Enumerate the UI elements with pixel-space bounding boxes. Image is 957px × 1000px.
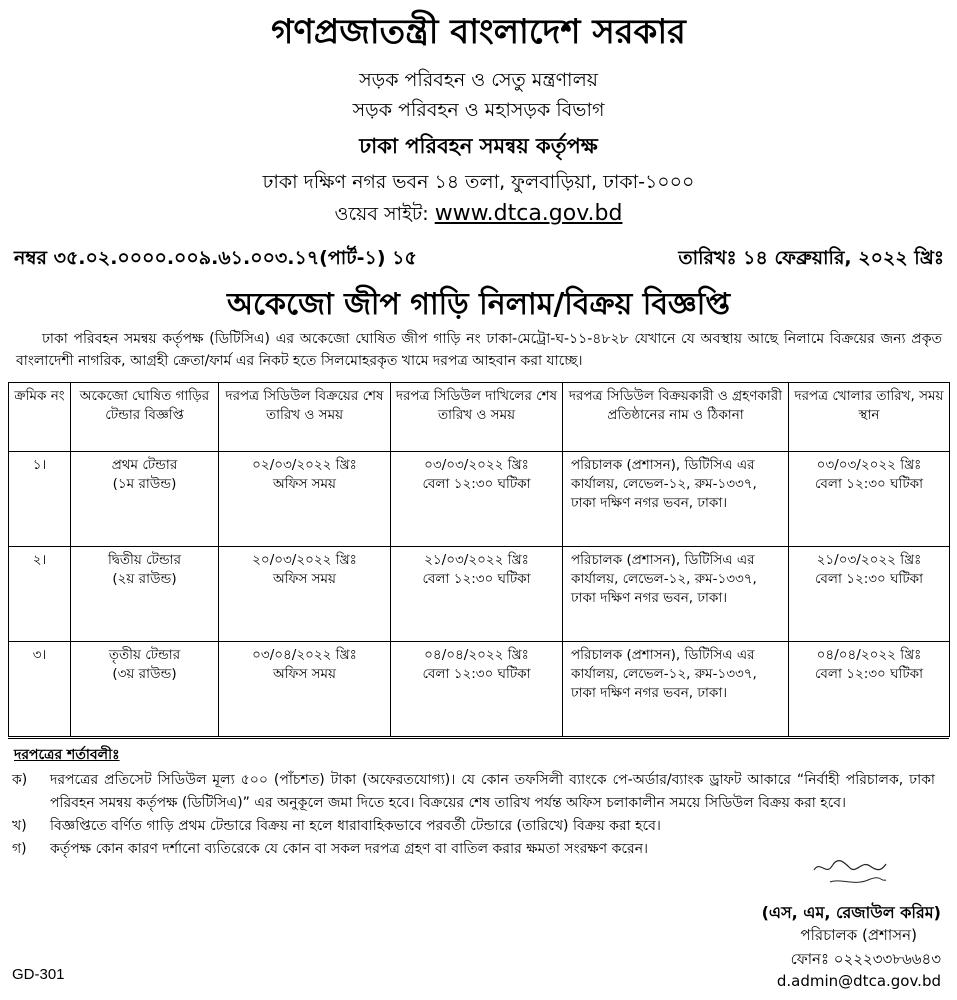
sale-deadline-cell (219, 547, 391, 642)
office-address-cell: পরিচালক (প্রশাসন), ডিটিসিএ এর কার্যালয়, লেভেল-১২, রুম-১৩৩৭, ঢাকা দক্ষিণ নগর ভবন, ঢাকা। (563, 547, 789, 642)
term-marker: ক) (12, 772, 28, 788)
table-row (9, 452, 950, 547)
submit-date: ২১/০৩/২০২২ খ্রিঃ (424, 552, 529, 568)
submit-time: বেলা ১২:৩০ ঘটিকা (422, 666, 531, 682)
open-time: বেলা ১২:৩০ ঘটিকা (814, 666, 924, 682)
serial-cell: ২। (9, 547, 71, 642)
intro-paragraph: ঢাকা পরিবহন সমন্বয় কর্তৃপক্ষ (ডিটিসিএ) এর অকেজো ঘোষিত জীপ গাড়ি নং ঢাকা-মেট্রো-ঘ-১১-৪৮২৮ যেখানে যে অবস্থায় আছে নিলামে বিক্রয়ের জন্য প্রকৃত বাংলাদেশী নাগরিক, আগ্রহী ক্রেতা/ফার্ম এর নিকট হতে সিলমোহরকৃত খামে দরপত্র আহবান করা যাচ্ছে। (16, 331, 942, 369)
term-text: কর্তৃপক্ষ কোন কারণ দর্শানো ব্যতিরেকে যে কোন বা সকল দরপত্র গ্রহণ বা বাতিল করার ক্ষমতা সংরক্ষণ করেন। (50, 841, 649, 857)
term-item (8, 769, 949, 815)
notice-title: অকেজো জীপ গাড়ি নিলাম/বিক্রয় বিজ্ঞপ্তি (227, 287, 730, 322)
term-text: বিজ্ঞপ্তিতে বর্ণিত গাড়ি প্রথম টেন্ডারে বিক্রয় না হলে ধারাবাহিকভাবে পরবর্তী টেন্ডারে (তারিখে) বিক্রয় করা হবে। (50, 818, 661, 834)
col-header-serial: ক্রমিক নং (9, 383, 71, 452)
term-text: দরপত্রের প্রতিসেট সিডিউল মূল্য ৫০০ (পাঁচশত) টাকা (অফেরতযোগ্য)। যে কোন তফসিলী ব্যাংকে পে-অর্ডার/ব্যাংক ড্রাফট আকারে “নির্বাহী পরিচালক, ঢাকা পরিবহন সমন্বয় কর্তৃপক্ষ (ডিটিসিএ)” এর অনুকূলে জমা দিতে হবে। বিক্রয়ের শেষ তারিখ পর্যন্ত অফিস চলাকালীন সময়ে সিডিউল বিক্রয় করা হবে। (50, 772, 935, 811)
website-label: ওয়েব সাইট: (334, 203, 429, 225)
tender-round: (১ম রাউন্ড) (112, 476, 177, 492)
tender-name: দ্বিতীয় টেন্ডার (107, 552, 182, 568)
submit-deadline-cell (391, 642, 563, 737)
submit-deadline-cell (391, 547, 563, 642)
serial-cell: ১। (9, 452, 71, 547)
sale-date: ০৩/০৪/২০২২ খ্রিঃ (252, 647, 357, 663)
sale-time: অফিস সময় (273, 476, 336, 492)
sale-time: অফিস সময় (273, 666, 336, 682)
tender-name: প্রথম টেন্ডার (111, 457, 178, 473)
open-time: বেলা ১২:৩০ ঘটিকা (814, 571, 924, 587)
sale-deadline-cell (219, 452, 391, 547)
government-title: গণপ্রজাতন্ত্রী বাংলাদেশ সরকার (271, 12, 686, 52)
sale-date: ২০/০৩/২০২২ খ্রিঃ (252, 552, 357, 568)
serial-cell: ৩। (9, 642, 71, 737)
table-header-row (9, 383, 950, 452)
table-row (9, 547, 950, 642)
office-address-cell: পরিচালক (প্রশাসন), ডিটিসিএ এর কার্যালয়, লেভেল-১২, রুম-১৩৩৭, ঢাকা দক্ষিণ নগর ভবন, ঢাকা। (563, 642, 789, 737)
terms-section (8, 738, 949, 861)
signatory-email[interactable]: d.admin@dtca.gov.bd (776, 972, 941, 990)
reference-row (14, 244, 944, 276)
term-marker: গ) (12, 841, 27, 857)
memo-date: তারিখঃ ১৪ ফেব্রুয়ারি, ২০২২ খ্রিঃ (678, 247, 944, 269)
sale-time: অফিস সময় (273, 571, 336, 587)
term-item (8, 815, 949, 838)
col-header-submit-deadline: দরপত্র সিডিউল দাখিলের শেষ তারিখ ও সময় (391, 383, 563, 452)
opening-cell (789, 547, 950, 642)
website-link[interactable]: www.dtca.gov.bd (434, 201, 623, 226)
submit-date: ০৪/০৪/২০২২ খ্রিঃ (424, 647, 529, 663)
open-date: ০৩/০৩/২০২২ খ্রিঃ (816, 457, 922, 473)
sale-date: ০২/০৩/২০২২ খ্রিঃ (252, 457, 357, 473)
opening-cell (789, 642, 950, 737)
signatory-phone: ফোনঃ ০২২২৩৩৮৬৬৪৩ (790, 950, 941, 968)
tender-cell (71, 452, 219, 547)
table-row (9, 642, 950, 737)
col-header-tender: অকেজো ঘোষিত গাড়ির টেন্ডার বিজ্ঞপ্তি (71, 383, 219, 452)
col-header-sale-deadline: দরপত্র সিডিউল বিক্রয়ের শেষ তারিখ ও সময় (219, 383, 391, 452)
office-address-cell: পরিচালক (প্রশাসন), ডিটিসিএ এর কার্যালয়, লেভেল-১২, রুম-১৩৩৭, ঢাকা দক্ষিণ নগর ভবন, ঢাকা। (563, 452, 789, 547)
term-marker: খ) (12, 818, 27, 834)
ministry-name: সড়ক পরিবহন ও সেতু মন্ত্রণালয় (359, 69, 598, 91)
signatory-name: (এস, এম, রেজাউল করিম) (761, 903, 941, 922)
tender-round: (২য় রাউন্ড) (112, 571, 177, 587)
sale-deadline-cell (219, 642, 391, 737)
submit-deadline-cell (391, 452, 563, 547)
document-code: GD-301 (12, 966, 65, 983)
terms-heading: দরপত্রের শর্তাবলীঃ (14, 747, 120, 763)
signatory-title: পরিচালক (প্রশাসন) (800, 926, 917, 944)
website-line (0, 200, 957, 232)
col-header-opening: দরপত্র খোলার তারিখ, সময় স্থান (789, 383, 950, 452)
authority-name: ঢাকা পরিবহন সমন্বয় কর্তৃপক্ষ (359, 134, 598, 158)
submit-date: ০৩/০৩/২০২২ খ্রিঃ (424, 457, 529, 473)
opening-cell (789, 452, 950, 547)
division-name: সড়ক পরিবহন ও মহাসড়ক বিভাগ (352, 99, 605, 121)
open-date: ২১/০৩/২০২২ খ্রিঃ (816, 552, 922, 568)
office-address: ঢাকা দক্ষিণ নগর ভবন ১৪ তলা, ফুলবাড়িয়া, ঢাকা-১০০০ (262, 171, 695, 193)
tender-table (8, 382, 950, 737)
tender-name: তৃতীয় টেন্ডার (108, 647, 181, 663)
tender-round: (৩য় রাউন্ড) (112, 666, 177, 682)
term-item (8, 838, 949, 861)
memo-number: নম্বর ৩৫.০২.০০০০.০০৯.৬১.০০৩.১৭(পার্ট-১) ১৫ (14, 247, 417, 269)
submit-time: বেলা ১২:৩০ ঘটিকা (422, 476, 531, 492)
tender-cell (71, 547, 219, 642)
col-header-office: দরপত্র সিডিউল বিক্রয়কারী ও গ্রহণকারী প্রতিষ্ঠানের নাম ও ঠিকানা (563, 383, 789, 452)
handwritten-signature (810, 852, 890, 892)
open-time: বেলা ১২:৩০ ঘটিকা (814, 476, 924, 492)
tender-cell (71, 642, 219, 737)
open-date: ০৪/০৪/২০২২ খ্রিঃ (816, 647, 922, 663)
submit-time: বেলা ১২:৩০ ঘটিকা (422, 571, 531, 587)
